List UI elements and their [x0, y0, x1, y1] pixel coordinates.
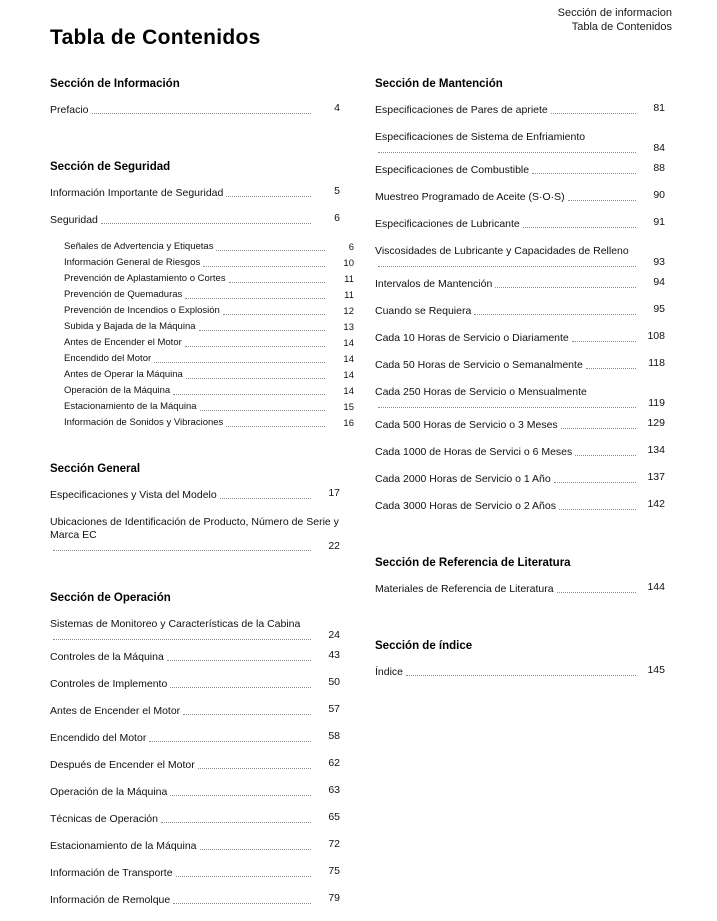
- leader-dots: [154, 361, 325, 363]
- toc-entry-label: Muestreo Programado de Aceite (S·O·S): [375, 191, 565, 203]
- toc-entry-label: Cada 10 Horas de Servicio o Diariamente: [375, 332, 569, 344]
- leader-dots: [557, 591, 636, 593]
- toc-entry-page-number: 108: [647, 330, 665, 342]
- running-header-subtitle: Tabla de Contenidos: [571, 21, 672, 33]
- toc-entry-page-number: 79: [328, 892, 340, 904]
- toc-entry[interactable]: [50, 840, 340, 853]
- toc-entry[interactable]: [50, 651, 340, 664]
- toc-entry-label: Estacionamiento de la Máquina: [64, 401, 197, 412]
- toc-entry[interactable]: [375, 245, 665, 270]
- leader-dots: [523, 226, 636, 228]
- section-heading-seccion-de-operacion: Sección de Operación: [50, 592, 171, 604]
- entry-spacer: [50, 502, 340, 516]
- leader-dots: [53, 549, 311, 551]
- leader-dots: [198, 767, 311, 769]
- leader-dots: [92, 112, 311, 114]
- toc-entry[interactable]: [375, 332, 665, 345]
- toc-column-left: [50, 78, 354, 921]
- toc-entry-label: Especificaciones y Vista del Modelo: [50, 489, 217, 501]
- entry-spacer: [375, 596, 665, 610]
- section-heading-seccion-de-indice: Sección de índice: [375, 640, 473, 652]
- toc-entry-page-number: 118: [648, 357, 665, 369]
- toc-entry[interactable]: [375, 305, 665, 318]
- leader-dots: [220, 497, 311, 499]
- running-header-section: Sección de informacion: [557, 7, 672, 19]
- toc-column-right: [375, 78, 665, 693]
- toc-entry-label: Especificaciones de Combustible: [375, 164, 530, 176]
- leader-dots: [226, 195, 311, 197]
- toc-entry[interactable]: [375, 218, 665, 231]
- entry-spacer: [50, 880, 340, 894]
- toc-entry[interactable]: [375, 446, 665, 459]
- toc-entry[interactable]: [375, 666, 665, 679]
- heading-gap: [375, 569, 665, 583]
- entry-spacer: [50, 691, 340, 705]
- entry-spacer: [375, 513, 665, 527]
- toc-entry-page-number: 84: [653, 142, 665, 154]
- toc-entry-label: Especificaciones de Pares de apriete: [375, 104, 548, 116]
- leader-dots: [554, 481, 636, 483]
- leader-dots: [167, 659, 311, 661]
- leader-dots: [200, 409, 325, 411]
- toc-entry-page-number: 14: [343, 370, 354, 381]
- toc-entry-label: Información General de Riesgos: [64, 257, 201, 268]
- entry-spacer: [50, 907, 340, 921]
- leader-dots: [200, 848, 311, 850]
- toc-entry-label: Información de Sonidos y Vibraciones: [64, 417, 224, 428]
- leader-dots: [575, 454, 636, 456]
- toc-entry-page-number: 58: [328, 730, 340, 742]
- toc-entry[interactable]: [50, 353, 354, 365]
- toc-entry-label: Controles de la Máquina: [50, 651, 164, 663]
- toc-entry[interactable]: [50, 618, 340, 643]
- toc-entry-label: Después de Encender el Motor: [50, 759, 195, 771]
- leader-dots: [378, 265, 636, 267]
- toc-entry-page-number: 88: [653, 162, 665, 174]
- toc-entry-label: Controles de Implemento: [50, 678, 168, 690]
- leader-dots: [185, 297, 325, 299]
- entry-spacer: [50, 117, 340, 131]
- toc-entry[interactable]: [50, 257, 354, 269]
- entry-spacer: [50, 200, 340, 214]
- toc-entry-page-number: 6: [348, 242, 354, 253]
- toc-entry[interactable]: [50, 516, 340, 554]
- toc-entry[interactable]: [50, 678, 340, 691]
- toc-entry-label: Señales de Advertencia y Etiquetas: [64, 241, 214, 252]
- heading-gap: [375, 90, 665, 104]
- entry-spacer: [375, 291, 665, 305]
- leader-dots: [495, 286, 636, 288]
- toc-entry-label: Subida y Bajada de la Máquina: [64, 321, 196, 332]
- toc-entry[interactable]: [50, 385, 354, 397]
- toc-entry-label: Prevención de Incendios o Explosión: [64, 305, 220, 316]
- toc-entry-page-number: 14: [343, 354, 354, 365]
- leader-dots: [161, 821, 311, 823]
- toc-entry-page-number: 12: [343, 306, 354, 317]
- entry-spacer: [375, 459, 665, 473]
- toc-entry[interactable]: [375, 359, 665, 372]
- toc-entry[interactable]: [50, 705, 340, 718]
- toc-entry-label: Intervalos de Mantención: [375, 278, 493, 290]
- toc-entry-label: Cada 2000 Horas de Servicio o 1 Año: [375, 473, 551, 485]
- toc-entry-label: Cada 250 Horas de Servicio o Mensualmente: [375, 386, 587, 398]
- toc-entry-page-number: 145: [647, 664, 665, 676]
- toc-entry-label: Información de Transporte: [50, 867, 173, 879]
- leader-dots: [216, 249, 325, 251]
- entry-spacer: [375, 270, 665, 278]
- toc-entry-label: Antes de Operar la Máquina: [64, 369, 183, 380]
- toc-entry[interactable]: [50, 867, 340, 880]
- leader-dots: [474, 313, 636, 315]
- toc-entry-page-number: 57: [328, 703, 340, 715]
- toc-entry[interactable]: [50, 813, 340, 826]
- toc-entry[interactable]: [50, 321, 354, 333]
- leader-dots: [226, 425, 325, 427]
- leader-dots: [203, 265, 325, 267]
- leader-dots: [572, 340, 636, 342]
- toc-entry-label: Estacionamiento de la Máquina: [50, 840, 197, 852]
- toc-entry-page-number: 81: [653, 102, 665, 114]
- leader-dots: [173, 902, 311, 904]
- toc-entry[interactable]: [375, 191, 665, 204]
- heading-gap: [50, 90, 340, 104]
- toc-entry-page-number: 22: [328, 540, 340, 552]
- toc-entry[interactable]: [50, 187, 340, 200]
- toc-entry-page-number: 95: [653, 303, 665, 315]
- entry-spacer: [50, 554, 340, 562]
- toc-entry-page-number: 15: [343, 402, 354, 413]
- leader-dots: [176, 875, 311, 877]
- entry-spacer: [375, 156, 665, 164]
- leader-dots: [170, 686, 311, 688]
- toc-entry[interactable]: [50, 289, 354, 301]
- entry-spacer: [375, 679, 665, 693]
- toc-entry[interactable]: [50, 759, 340, 772]
- entry-spacer: [375, 231, 665, 245]
- toc-entry[interactable]: [50, 369, 354, 381]
- leader-dots: [406, 674, 636, 676]
- heading-gap: [375, 652, 665, 666]
- toc-entry[interactable]: [375, 419, 665, 432]
- toc-entry-page-number: 13: [343, 322, 354, 333]
- toc-entry-label: Cuando se Requiera: [375, 305, 472, 317]
- toc-entry-label: Información de Remolque: [50, 894, 171, 906]
- toc-entry-page-number: 5: [334, 185, 340, 197]
- leader-dots: [378, 406, 636, 408]
- page-title: Tabla de Contenidos: [50, 26, 261, 49]
- toc-entry-page-number: 16: [343, 418, 354, 429]
- toc-entry[interactable]: [375, 164, 665, 177]
- toc-entry-page-number: 4: [334, 102, 340, 114]
- toc-entry[interactable]: [50, 401, 354, 413]
- entry-spacer: [375, 318, 665, 332]
- toc-entry-label: Encendido del Motor: [50, 732, 147, 744]
- leader-dots: [183, 713, 311, 715]
- toc-entry[interactable]: [50, 214, 340, 227]
- toc-entry-label: Prevención de Quemaduras: [64, 289, 183, 300]
- leader-dots: [185, 345, 325, 347]
- leader-dots: [568, 199, 636, 201]
- toc-entry-page-number: 94: [653, 276, 665, 288]
- toc-entry[interactable]: [50, 786, 340, 799]
- toc-entry-label: Especificaciones de Sistema de Enfriamiento: [375, 131, 586, 143]
- section-heading-seccion-de-seguridad: Sección de Seguridad: [50, 161, 171, 173]
- entry-spacer: [50, 853, 340, 867]
- toc-entry-page-number: 10: [343, 258, 354, 269]
- toc-entry[interactable]: [50, 273, 354, 285]
- toc-entry[interactable]: [50, 104, 340, 117]
- section-heading-seccion-de-mantencion: Sección de Mantención: [375, 78, 503, 90]
- toc-entry-page-number: 11: [344, 274, 354, 285]
- section-spacer: [375, 527, 665, 557]
- toc-entry-page-number: 24: [328, 629, 340, 641]
- leader-dots: [223, 313, 325, 315]
- toc-entry[interactable]: [50, 489, 340, 502]
- toc-entry[interactable]: [50, 305, 354, 317]
- toc-entry-page-number: 75: [328, 865, 340, 877]
- toc-entry-label: Encendido del Motor: [64, 353, 152, 364]
- entry-spacer: [375, 117, 665, 131]
- toc-entry-page-number: 50: [328, 676, 340, 688]
- toc-entry-page-number: 144: [647, 581, 665, 593]
- toc-entry-label: Antes de Encender el Motor: [64, 337, 182, 348]
- toc-entry-label: Operación de la Máquina: [50, 786, 168, 798]
- toc-entry[interactable]: [375, 500, 665, 513]
- leader-dots: [229, 281, 325, 283]
- toc-entry-label: Cada 3000 Horas de Servicio o 2 Años: [375, 500, 556, 512]
- toc-entry[interactable]: [50, 417, 354, 429]
- toc-entry-label: Materiales de Referencia de Literatura: [375, 583, 554, 595]
- heading-gap: [50, 173, 340, 187]
- entry-spacer: [375, 411, 665, 419]
- entry-spacer: [375, 432, 665, 446]
- running-header: [558, 6, 672, 34]
- heading-gap: [50, 604, 340, 618]
- toc-entry-page-number: 72: [328, 838, 340, 850]
- toc-entry-label: Operación de la Máquina: [64, 385, 171, 396]
- entry-spacer: [50, 643, 340, 651]
- entry-spacer: [50, 826, 340, 840]
- section-spacer: [375, 610, 665, 640]
- toc-entry-page-number: 17: [328, 487, 340, 499]
- toc-entry-label: Prefacio: [50, 104, 89, 116]
- toc-entry-page-number: 11: [344, 290, 354, 301]
- leader-dots: [559, 508, 636, 510]
- section-spacer: [50, 131, 340, 161]
- leader-dots: [378, 151, 636, 153]
- toc-entry-page-number: 62: [328, 757, 340, 769]
- toc-entry-page-number: 91: [653, 216, 665, 228]
- entry-spacer: [375, 486, 665, 500]
- toc-entry-label: Información Importante de Seguridad: [50, 187, 224, 199]
- section-spacer: [50, 562, 340, 592]
- toc-entry[interactable]: [375, 104, 665, 117]
- toc-entry-page-number: 63: [328, 784, 340, 796]
- toc-entry[interactable]: [375, 386, 665, 411]
- toc-entry-page-number: 142: [647, 498, 665, 510]
- toc-entry-label: Sistemas de Monitoreo y Características de la Cabina: [50, 618, 301, 630]
- toc-entry[interactable]: [375, 473, 665, 486]
- toc-entry-page-number: 134: [647, 444, 665, 456]
- leader-dots: [551, 112, 636, 114]
- entry-spacer: [375, 345, 665, 359]
- entry-spacer: [375, 372, 665, 386]
- toc-entry-page-number: 14: [343, 338, 354, 349]
- toc-entry-label: Técnicas de Operación: [50, 813, 158, 825]
- toc-entry-page-number: 137: [647, 471, 665, 483]
- toc-entry-page-number: 93: [653, 256, 665, 268]
- toc-entry-label: Cada 1000 de Horas de Servici o 6 Meses: [375, 446, 573, 458]
- toc-entry-label: Ubicaciones de Identificación de Producto, Número de Serie y Marca EC: [50, 516, 339, 541]
- leader-dots: [173, 393, 325, 395]
- entry-spacer: [50, 745, 340, 759]
- toc-entry-page-number: 14: [343, 386, 354, 397]
- section-heading-seccion-de-referencia-de-literatura: Sección de Referencia de Literatura: [375, 557, 571, 569]
- entry-spacer: [375, 177, 665, 191]
- heading-gap: [50, 475, 340, 489]
- section-spacer: [50, 433, 340, 463]
- leader-dots: [186, 377, 325, 379]
- toc-entry-label: Especificaciones de Lubricante: [375, 218, 520, 230]
- toc-entry-page-number: 6: [334, 212, 340, 224]
- toc-entry-label: Prevención de Aplastamiento o Cortes: [64, 273, 226, 284]
- leader-dots: [199, 329, 325, 331]
- entry-spacer: [375, 204, 665, 218]
- toc-entry-page-number: 129: [647, 417, 665, 429]
- toc-entry-page-number: 90: [653, 189, 665, 201]
- leader-dots: [532, 172, 636, 174]
- leader-dots: [170, 794, 311, 796]
- toc-entry-label: Índice: [375, 666, 404, 678]
- entry-spacer: [50, 799, 340, 813]
- toc-entry-label: Antes de Encender el Motor: [50, 705, 181, 717]
- entry-spacer: [50, 227, 340, 241]
- toc-entry-label: Cada 50 Horas de Servicio o Semanalmente: [375, 359, 583, 371]
- toc-entry[interactable]: [375, 131, 665, 156]
- entry-spacer: [50, 718, 340, 732]
- leader-dots: [561, 427, 636, 429]
- leader-dots: [53, 638, 311, 640]
- toc-entry-label: Seguridad: [50, 214, 98, 226]
- toc-entry-label: Viscosidades de Lubricante y Capacidades de Relleno: [375, 245, 629, 257]
- toc-entry[interactable]: [375, 583, 665, 596]
- toc-entry-page-number: 119: [648, 397, 665, 409]
- leader-dots: [101, 222, 311, 224]
- leader-dots: [586, 367, 636, 369]
- section-heading-seccion-de-informacion: Sección de Información: [50, 78, 180, 90]
- toc-entry[interactable]: [375, 278, 665, 291]
- toc-entry-page-number: 43: [328, 649, 340, 661]
- toc-entry-label: Cada 500 Horas de Servicio o 3 Meses: [375, 419, 558, 431]
- toc-entry[interactable]: [50, 241, 354, 253]
- leader-dots: [149, 740, 311, 742]
- toc-entry[interactable]: [50, 894, 340, 907]
- entry-spacer: [50, 664, 340, 678]
- toc-entry-page-number: 65: [328, 811, 340, 823]
- toc-entry[interactable]: [50, 337, 354, 349]
- toc-entry[interactable]: [50, 732, 340, 745]
- section-heading-seccion-general: Sección General: [50, 463, 141, 475]
